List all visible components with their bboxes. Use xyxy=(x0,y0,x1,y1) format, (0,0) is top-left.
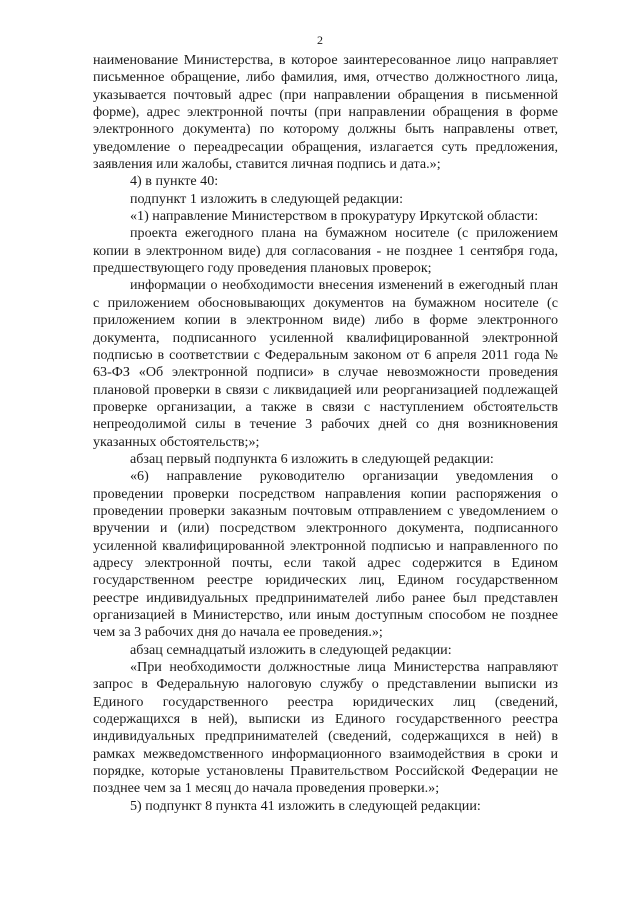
paragraph-subitem-1-intro: подпункт 1 изложить в следующей редакции: xyxy=(130,190,404,207)
paragraph-annual-plan-draft: проекта ежегодного плана на бумажном носителе (с приложением копии в электронном виде) для согласования - не позднее 1 сентября года, предшествующего году проведения плановых проверок; xyxy=(93,225,558,277)
document-body xyxy=(93,52,558,815)
page-number: 2 xyxy=(317,33,323,47)
paragraph-tax-service-request: «При необходимости должностные лица Министерства направляют запрос в Федеральную налоговую службу о представлении выписки из Единого государственного реестра юридических лиц (сведений, содержащихся в ней), выписки из Единого государственного реестра индивидуальных предпринимателей (сведений, содержащихся в ней) в рамках межведомственного информационного взаимодействия в сроки и порядке, которые установлены Правительством Российской Федерации не позднее чем за 1 месяц до начала проведения проверки.»; xyxy=(93,659,558,797)
paragraph-subitem-1-prosecutor: «1) направление Министерством в прокуратуру Иркутской области: xyxy=(130,208,539,225)
paragraph-item-4-point-40: 4) в пункте 40: xyxy=(130,173,219,190)
paragraph-item-5-point-41: 5) подпункт 8 пункта 41 изложить в следующей редакции: xyxy=(130,797,481,814)
paragraph-subitem-6-intro: абзац первый подпункта 6 изложить в следующей редакции: xyxy=(130,450,494,467)
paragraph-ministry-name-continuation: наименование Министерства, в которое заинтересованное лицо направляет письменное обращение, либо фамилия, имя, отчество должностного лица, указывается почтовый адрес (при направлении обращения в письменной форме), адрес электронной почты (при направлении обращения в форме электронного документа) по которому должны быть направлены ответ, уведомление о переадресации обращения, излагается суть предложения, заявления или жалобы, ставится личная подпись и дата.»; xyxy=(93,52,558,173)
paragraph-seventeenth-intro: абзац семнадцатый изложить в следующей редакции: xyxy=(130,641,452,658)
paragraph-plan-changes-info: информации о необходимости внесения изменений в ежегодный план с приложением обосновывающих документов на бумажном носителе (с приложением копии в электронном виде) либо в форме электронного документа, подписанного усиленной квалифицированной электронной подписью в соответствии с Федеральным законом от 6 апреля 2011 года № 63-ФЗ «Об электронной подписи» в случае невозможности проведения плановой проверки в связи с ликвидацией или реорганизацией подлежащей проверке организации, а также в связи с наступлением обстоятельств непреодолимой силы в течение 3 рабочих дней со дня возникновения указанных обстоятельств;»; xyxy=(93,277,558,450)
paragraph-subitem-6-notification: «6) направление руководителю организации уведомления о проведении проверки посредством направления копии распоряжения о проведении проверки заказным почтовым отправлением с уведомлением о вручении и (или) посредством электронного документа, подписанного усиленной квалифицированной электронной подписью и направленного по адресу электронной почты, если такой адрес содержится в Едином государственном реестре юридических лиц, Едином государственном реестре индивидуальных предпринимателей либо ранее был представлен организацией в Министерство, или иным доступным способом не позднее чем за 3 рабочих дня до начала ее проведения.»; xyxy=(93,468,558,641)
